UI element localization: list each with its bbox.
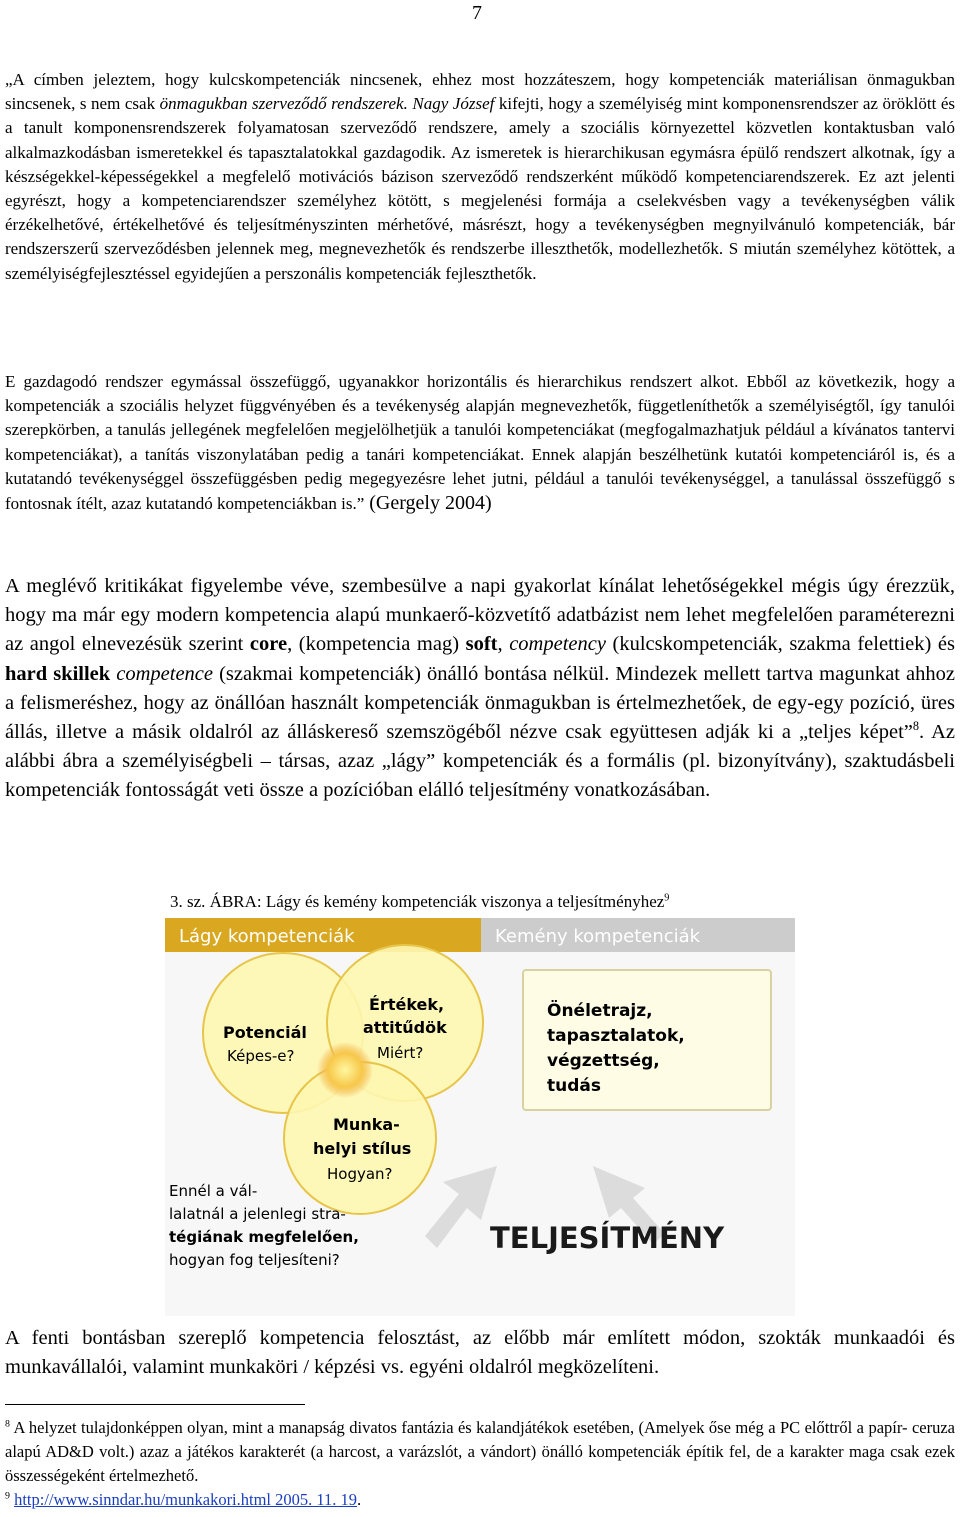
hard-title: Kemény kompetenciák	[495, 926, 701, 947]
bottom-line-1: Ennél a vál-	[169, 1182, 258, 1200]
footnote-8: $^8$ A helyzet tulajdonképpen olyan, mint a manapság divatos fantázia és kalandjátékok esetében, (Amelyek őse még a PC előttről a papír- ceruza alapú AD&D volt.) azaz a játékos karakterét (a harcost, a varázslót, a vándort) önálló kompetenciák építik fel, de a karakter maga csak ezek összességeként értelmezhető.	[5, 1418, 955, 1485]
potential-question: Képes-e?	[227, 1047, 295, 1065]
paragraph-conclusion: A fenti bontásban szereplő kompetencia felosztást, az előbb már említett módon, szokták munkaadói és munkavállalói, valamint munkaköri / képzési vs. egyéni oldalról megközelíteni.	[5, 1327, 955, 1379]
workstyle-label-2: helyi stílus	[313, 1139, 412, 1158]
values-question: Miért?	[377, 1044, 424, 1062]
footnote-ref-9: 9	[664, 892, 670, 904]
bottom-line-4: hogyan fog teljesíteni?	[169, 1251, 340, 1269]
potential-label: Potenciál	[223, 1023, 307, 1042]
paragraph-quote-1: „A címben jeleztem, hogy kulcskompetenciák nincsenek, ehhez most hozzáteszem, hogy kompetenciák materiálisan önmagukban sincsenek, s nem csak önmagukban szerveződő rendszerek. Nagy József kifejti, hogy a személyiség mint komponensrendszer az öröklött és a tanult komponensrendszerek folyamatosan szerveződő rendszere, amely a szociális környezettel közvetlen kontaktusban való alkalmazkodásban ismeretekkel és tapasztalatokkal gazdagodik. Az ismeretek is hierarchikusan egymásra épülő rendszert alkotnak, így a készségekkel-képességekkel a megfelelő motivációs bázison szerveződő rendszerként működő kompetenciarendszerek. Ez azt jelenti egyrészt, hogy a kompetenciarendszer személyhez kötött, s megjelenési formája a cselekvésben vagy a tevékenységben válik érzékelhetővé, értékelhetővé és teljesítményszinten mérhetővé, másrészt, hogy a tevékenységben megnyilvánuló kompetenciák, bár rendszerszerű szerveződésben jelennek meg, megnevezhetők és rendszerbe illeszthetők, modellezhetők. S miután személyhez kötöttek, a személyiségfejlesztéssel egyidejűen a perszonális kompetenciák fejleszthetők.	[5, 70, 956, 283]
intersection-glow	[317, 1042, 373, 1098]
workstyle-label-1: Munka-	[333, 1115, 400, 1134]
footnote-9-link[interactable]: http://www.sinndar.hu/munkakori.html 2005. 11. 19	[14, 1490, 358, 1509]
hard-line-2: tapasztalatok,	[547, 1026, 685, 1046]
bottom-line-3: tégiának megfelelően,	[169, 1228, 359, 1246]
values-label-2: attitűdök	[363, 1018, 447, 1037]
hard-line-1: Önéletrajz,	[547, 1001, 653, 1021]
footnote-divider	[5, 1404, 305, 1405]
performance-label: TELJESÍTMÉNY	[490, 1221, 725, 1255]
paragraph-main: A meglévő kritikákat figyelembe véve, szembesülve a napi gyakorlat kínálat lehetőségekkel mégis úgy érezzük, hogy ma már egy modern kompetencia alapú munkaerő-közvetítő adatbázist nem lehet megfelelően paraméterezni az angol elnevezésük szerint core, (kompetencia mag) soft, competency (kulcskompetenciák, szakma felettiek) és hard skillek competence (szakmai kompetenciák) önálló bontása nélkül. Mindezek mellett tartva magunkat ahhoz a felismeréshez, hogy az önállóan használt kompetenciák önmagukban is értelmezhetőek, de egy-egy pozíció, üres állás, illetve a másik oldalról az álláskereső szemszögéből nézve csak együttesen adják ki a „teljes képet”$^8$. Az alábbi ábra a személyiségbeli – társas, azaz „lágy” kompetenciák és a formális (pl. bizonyítvány), szaktudásbeli kompetenciák fontosságát veti össze a pozícióban elálló teljesítmény vonatkozásában.	[5, 575, 955, 802]
bottom-line-2: lalatnál a jelenlegi stra-	[169, 1205, 346, 1223]
page-number: 7	[472, 2, 482, 24]
values-label-1: Értékek,	[369, 995, 445, 1014]
hard-line-4: tudás	[547, 1076, 601, 1096]
figure-caption: 3. sz. ÁBRA: Lágy és kemény kompetenciák viszonya a teljesítményhez$^9$	[170, 892, 670, 911]
workstyle-question: Hogyan?	[327, 1165, 393, 1183]
footnote-ref-8: 8	[912, 719, 920, 734]
soft-title: Lágy kompetenciák	[179, 926, 355, 947]
paragraph-quote-2: E gazdagodó rendszer egymással összefüggő, ugyanakkor horizontális és hierarchikus rendszert alkot. Ebből az következik, hogy a kompetenciák a szociális helyzet függvényében és a tevékenység alapján megnevezhetők, függetleníthetők a személyiségtől, így tanulói szerepkörben, a tanulás jellegének megfelelően megjelölhetjük a tanulói kompetenciákat (megfogalmazhatjuk például a kívánatos tantervi kompetenciákat), a tanítás viszonylatában pedig a tanári kompetenciákat. Ennek alapján beszélhetünk kutatói kompetenciáról is, és a kutatandó tevékenységgel összefüggésben pedig megegyezésre lehet jutni, például a tanulói tevékenységgel, a tanulással összefüggő s fontosnak ítélt, azaz kutatandó kompetenciákban is.” (Gergely 2004)	[5, 372, 955, 515]
footnote-9: $^9$ http://www.sinndar.hu/munkakori.html 2005. 11. 19.	[5, 1490, 362, 1509]
figure-soft-hard-competencies	[165, 918, 795, 1316]
hard-line-3: végzettség,	[547, 1051, 660, 1071]
